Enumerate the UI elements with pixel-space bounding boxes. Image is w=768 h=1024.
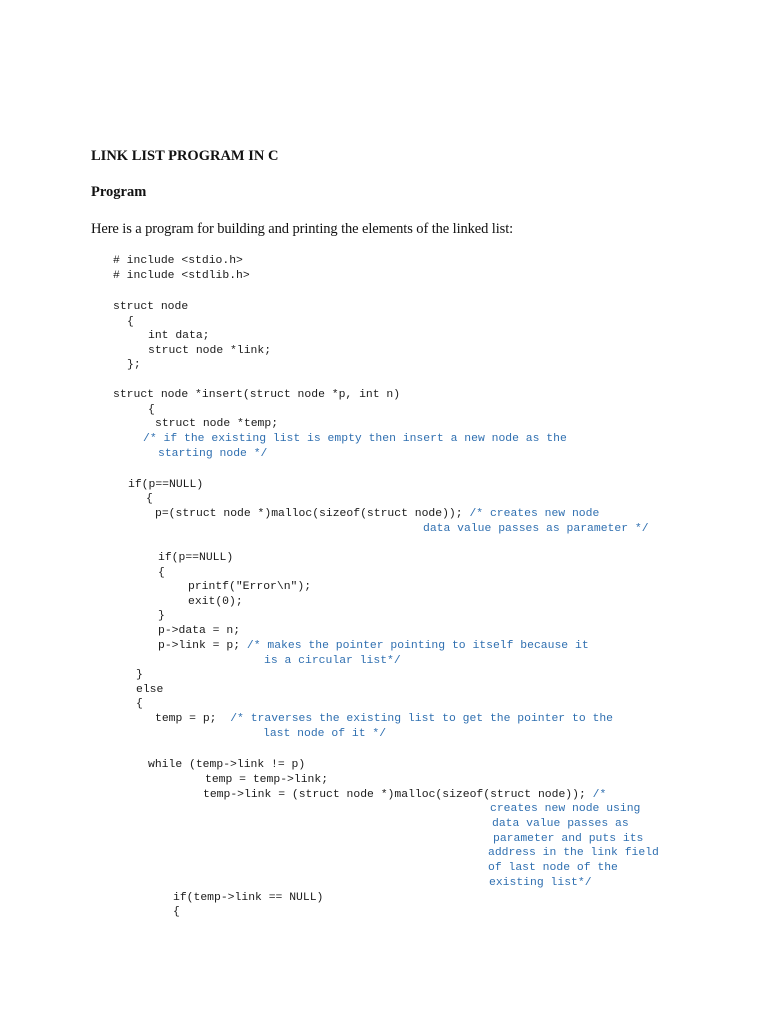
code-line — [136, 684, 163, 697]
code-text: # include <stdio.h> — [113, 255, 243, 267]
code-line — [148, 404, 155, 417]
code-comment: /* traverses the existing list to get the pointer to the — [230, 713, 613, 725]
code-text: struct node — [113, 301, 189, 313]
code-text: # include <stdlib.h> — [113, 270, 250, 282]
code-line — [143, 433, 567, 446]
code-line — [173, 892, 323, 905]
code-comment: starting node */ — [158, 448, 268, 460]
code-line — [203, 789, 606, 802]
code-comment: creates new node using — [490, 803, 641, 815]
code-text: if(p==NULL) — [158, 552, 234, 564]
code-comment: last node of it */ — [263, 728, 387, 740]
code-text: p->link = p; — [158, 640, 247, 652]
code-line — [128, 479, 203, 492]
code-line — [155, 418, 278, 431]
code-text: temp = temp->link; — [205, 774, 329, 786]
code-line — [113, 301, 188, 314]
code-comment: /* — [592, 789, 607, 801]
code-line — [146, 493, 153, 506]
code-line — [113, 270, 250, 283]
code-line — [264, 655, 401, 668]
code-line — [158, 640, 589, 653]
code-text: p=(struct node *)malloc(sizeof(struct node)); — [155, 508, 470, 520]
code-comment: existing list*/ — [489, 877, 592, 889]
code-text: printf("Error\n"); — [188, 581, 312, 593]
code-comment: /* makes the pointer pointing to itself because it — [246, 640, 589, 652]
code-line — [127, 316, 134, 329]
intro-paragraph: Here is a program for building and printing the elements of the linked list: — [91, 221, 514, 237]
code-text: else — [136, 684, 164, 696]
code-comment: data value passes as — [492, 818, 629, 830]
code-line — [155, 713, 613, 726]
code-line — [492, 818, 629, 831]
section-heading: Program — [91, 184, 147, 200]
code-line — [488, 862, 618, 875]
code-line — [488, 847, 659, 860]
code-line — [148, 345, 271, 358]
code-line — [489, 877, 592, 890]
code-line — [136, 698, 143, 711]
code-text: temp->link = (struct node *)malloc(sizeof(struct node)); — [203, 789, 593, 801]
code-text: } — [136, 669, 143, 681]
code-line — [173, 906, 180, 919]
code-text: { — [148, 404, 155, 416]
code-line — [148, 759, 305, 772]
code-text: p->data = n; — [158, 625, 241, 637]
code-text: temp = p; — [155, 713, 231, 725]
code-text: exit(0); — [188, 596, 243, 608]
code-text: }; — [127, 359, 141, 371]
code-line — [158, 552, 233, 565]
document-title: LINK LIST PROGRAM IN C — [91, 148, 279, 164]
code-text: } — [158, 610, 165, 622]
code-line — [188, 596, 243, 609]
code-line — [158, 625, 240, 638]
code-comment: of last node of the — [488, 862, 618, 874]
code-text: { — [173, 906, 180, 918]
code-text: while (temp->link != p) — [148, 759, 306, 771]
code-line — [148, 330, 210, 343]
code-text: { — [158, 567, 165, 579]
code-line — [490, 803, 640, 816]
code-line — [113, 255, 243, 268]
code-text: struct node *insert(struct node *p, int n) — [113, 389, 401, 401]
code-line — [493, 833, 643, 846]
code-comment: is a circular list*/ — [264, 655, 401, 667]
code-comment: address in the link field — [488, 847, 659, 859]
code-line — [158, 610, 165, 623]
code-comment: /* creates new node — [469, 508, 600, 520]
code-comment: /* if the existing list is empty then insert a new node as the — [143, 433, 567, 445]
code-line — [155, 508, 599, 521]
code-text: struct node *temp; — [155, 418, 279, 430]
code-line — [205, 774, 328, 787]
code-line — [113, 389, 400, 402]
code-line — [158, 567, 165, 580]
code-text: struct node *link; — [148, 345, 272, 357]
code-comment: data value passes as parameter */ — [423, 523, 649, 535]
code-line — [127, 359, 141, 372]
code-text: { — [146, 493, 153, 505]
code-text: { — [136, 698, 143, 710]
code-line — [158, 448, 267, 461]
code-line — [136, 669, 143, 682]
code-text: if(temp->link == NULL) — [173, 892, 324, 904]
code-line — [263, 728, 386, 741]
code-text: int data; — [148, 330, 210, 342]
code-comment: parameter and puts its — [493, 833, 644, 845]
code-text: if(p==NULL) — [128, 479, 204, 491]
code-text: { — [127, 316, 134, 328]
code-line — [188, 581, 311, 594]
code-line — [423, 523, 649, 536]
